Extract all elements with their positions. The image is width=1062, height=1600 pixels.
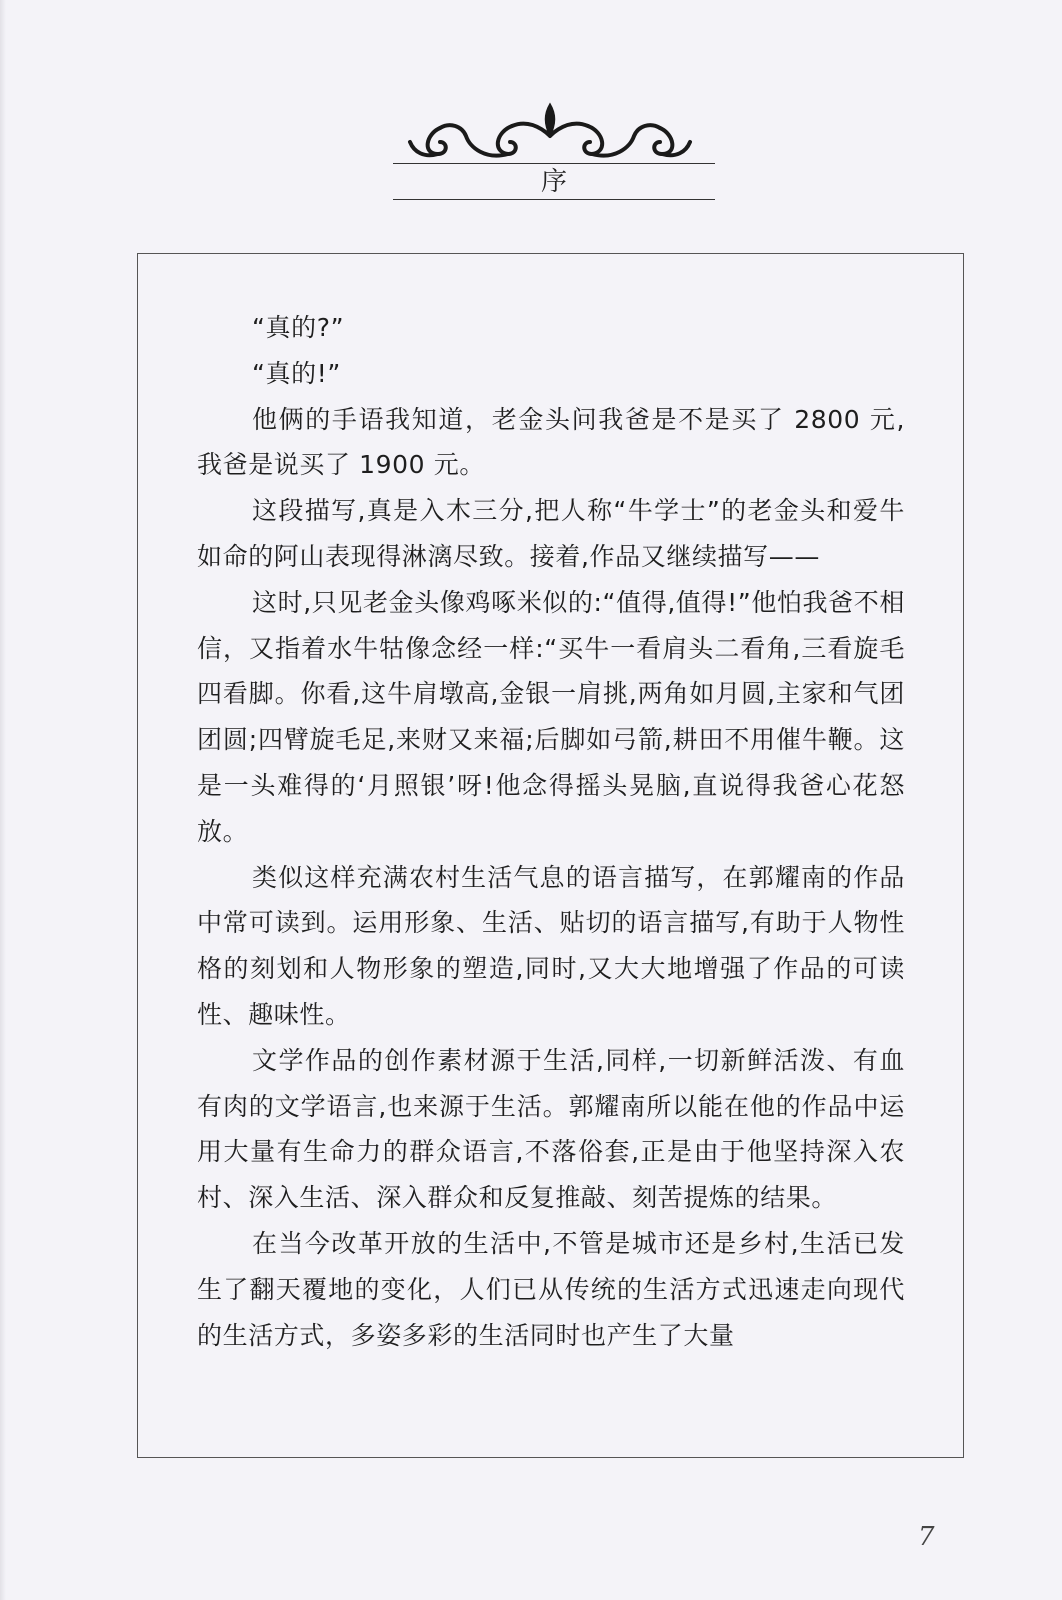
flourish-ornament-icon [400, 96, 700, 166]
paragraph: 这时,只见老金头像鸡啄米似的:“值得,值得!”他怕我爸不相信，又指着水牛牯像念经一样:“买牛一看肩头二看角,三看旋毛四看脚。你看,这牛肩墩高,金银一肩挑,两角如月圆,主家和气团团圆;四臂旋毛足,来财又来福;后脚如弓箭,耕田不用催牛鞭。这是一头难得的‘月照银’呀!他念得摇头晃脑,直说得我爸心花怒放。 [197, 587, 905, 846]
paragraph: 文学作品的创作素材源于生活,同样,一切新鲜活泼、有血有肉的文学语言,也来源于生活。郭耀南所以能在他的作品中运用大量有生命力的群众语言,不落俗套,正是由于他坚持深入农村、深入生活、深入群众和反复推敲、刻苦提炼的结果。 [197, 1045, 905, 1213]
paragraph: 类似这样充满农村生活气息的语言描写，在郭耀南的作品中常可读到。运用形象、生活、贴切的语言描写,有助于人物性格的刻划和人物形象的塑造,同时,又大大地增强了作品的可读性、趣味性。 [197, 862, 905, 1029]
paragraph: “真的?” [252, 313, 345, 342]
paragraph: 在当今改革开放的生活中,不管是城市还是乡村,生活已发生了翻天覆地的变化，人们已从传统的生活方式迅速走向现代的生活方式，多姿多彩的生活同时也产生了大量 [197, 1228, 905, 1350]
body-text [197, 305, 905, 1358]
section-title: 序 [540, 167, 567, 197]
header-rule-bottom [393, 199, 715, 200]
page-number: 7 [918, 1522, 935, 1552]
scan-edge [0, 0, 6, 1600]
header-rule-top [393, 163, 715, 164]
paragraph: “真的!” [252, 358, 341, 388]
paragraph: 这段描写,真是入木三分,把人称“牛学士”的老金头和爱牛如命的阿山表现得淋漓尽致。接着,作品又继续描写—— [197, 496, 905, 571]
paragraph: 他俩的手语我知道，老金头问我爸是不是买了 2800 元,我爸是说买了 1900 元。 [197, 404, 905, 480]
